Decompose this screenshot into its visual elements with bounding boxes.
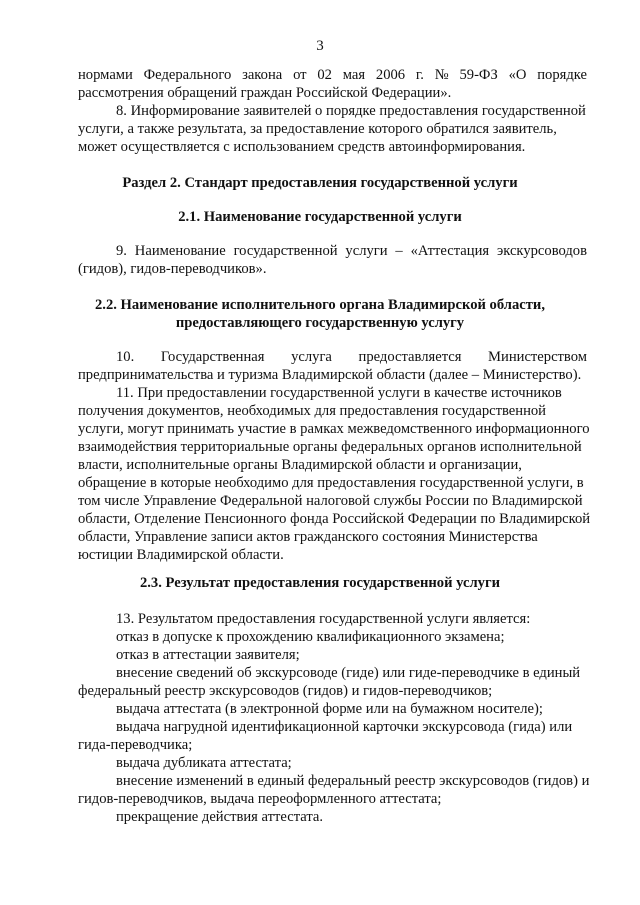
paragraph-8-line-2: услуги, а также результата, за предоставление которого обратился заявитель, <box>78 121 557 137</box>
word: закона <box>242 67 283 83</box>
result-item-3-line-1: внесение сведений об экскурсоводе (гиде) или гиде-переводчике в единый <box>116 665 581 681</box>
word: услуги <box>345 243 388 259</box>
section-2-2-heading-line-2: предоставляющего государственную услугу <box>175 315 465 331</box>
paragraph-11-line-5: власти, исполнительные органы Владимирской области и организации, <box>78 457 522 473</box>
paragraph-11-line-7: том числе Управление Федеральной налоговой службы России по Владимирской <box>78 493 583 509</box>
word: 2006 <box>375 67 406 83</box>
section-2-2-heading-line-1: 2.2. Наименование исполнительного органа Владимирской области, <box>95 297 545 313</box>
paragraph-9-line-1 <box>116 242 587 260</box>
word: «Аттестация <box>410 243 490 259</box>
intro-line-1 <box>78 66 587 84</box>
word: государственной <box>233 243 338 259</box>
result-item-5-line-2: гида-переводчика; <box>78 737 193 753</box>
word: 10. <box>116 349 135 365</box>
paragraph-11-line-2: получения документов, необходимых для предоставления государственной <box>78 403 546 419</box>
section-2-1-heading: 2.1. Наименование государственной услуги <box>178 209 462 225</box>
word: – <box>395 243 403 259</box>
word: порядке <box>537 67 587 83</box>
word: экскурсоводов <box>496 243 587 259</box>
intro-line-2: рассмотрения обращений граждан Российской Федерации». <box>78 85 452 101</box>
paragraph-11-line-10: юстиции Владимирской области. <box>78 547 284 563</box>
result-item-1: отказ в допуске к прохождению квалификационного экзамена; <box>116 629 505 645</box>
word: Федерального <box>143 67 232 83</box>
word: № <box>434 67 449 83</box>
word: услуга <box>291 349 332 365</box>
word: Наименование <box>134 243 226 259</box>
word: 59-ФЗ <box>459 67 498 83</box>
section-2-heading: Раздел 2. Стандарт предоставления государственной услуги <box>122 175 518 191</box>
paragraph-13: 13. Результатом предоставления государственной услуги является: <box>116 611 531 627</box>
paragraph-10-line-1 <box>116 348 587 366</box>
word: предоставляется <box>358 349 462 365</box>
result-item-3-line-2: федеральный реестр экскурсоводов (гидов) и гидов-переводчиков; <box>78 683 493 699</box>
paragraph-8-line-1: 8. Информирование заявителей о порядке предоставления государственной <box>116 103 586 119</box>
paragraph-9-line-2: (гидов), гидов-переводчиков». <box>78 261 267 277</box>
result-item-4: выдача аттестата (в электронной форме или на бумажном носителе); <box>116 701 543 717</box>
paragraph-10-line-2: предпринимательства и туризма Владимирской области (далее – Министерство). <box>78 367 582 383</box>
word: 9. <box>116 243 127 259</box>
word: г. <box>415 67 424 83</box>
page-number: 3 <box>316 38 324 54</box>
paragraph-11-line-3: услуги, могут принимать участие в рамках межведомственного информационного <box>78 421 590 437</box>
section-2-3-heading: 2.3. Результат предоставления государственной услуги <box>139 575 501 591</box>
word: от <box>293 67 307 83</box>
word: Государственная <box>160 349 265 365</box>
result-item-7-line-1: внесение изменений в единый федеральный реестр экскурсоводов (гидов) и <box>116 773 590 789</box>
result-item-7-line-2: гидов-переводчиков, выдача переоформленного аттестата; <box>78 791 442 807</box>
result-item-8: прекращение действия аттестата. <box>116 809 324 825</box>
result-item-5-line-1: выдача нагрудной идентификационной карточки экскурсовода (гида) или <box>116 719 573 735</box>
paragraph-11-line-6: обращение в которые необходимо для предоставления государственной услуги, в <box>78 475 584 491</box>
result-item-6: выдача дубликата аттестата; <box>116 755 292 771</box>
paragraph-8-line-3: может осуществляется с использованием средств автоинформирования. <box>78 139 526 155</box>
paragraph-11-line-9: области, Управление записи актов гражданского состояния Министерства <box>78 529 538 545</box>
paragraph-11-line-1: 11. При предоставлении государственной услуги в качестве источников <box>116 385 562 401</box>
paragraph-11-line-8: области, Отделение Пенсионного фонда Российской Федерации по Владимирской <box>78 511 591 527</box>
word: 02 <box>317 67 332 83</box>
paragraph-11-line-4: взаимодействия территориальные органы федеральных органов исполнительной <box>78 439 582 455</box>
word: мая <box>342 67 366 83</box>
result-item-2: отказ в аттестации заявителя; <box>116 647 300 663</box>
word: нормами <box>78 67 133 83</box>
word: Министерством <box>488 349 587 365</box>
word: «О <box>508 67 527 83</box>
